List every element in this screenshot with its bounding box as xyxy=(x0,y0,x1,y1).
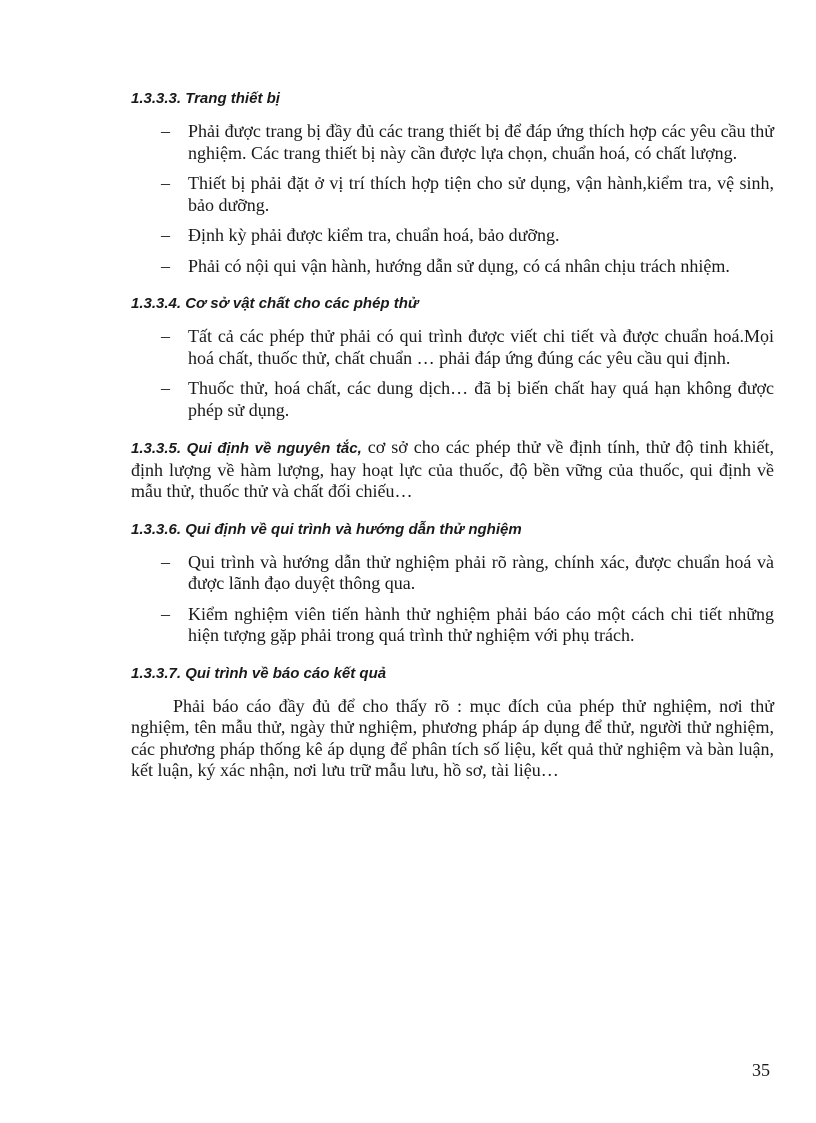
list-item-text: Phải được trang bị đầy đủ các trang thiết bị để đáp ứng thích hợp các yêu cầu thử nghiệm. Các trang thiết bị này cần được lựa chọn, chuẩn hoá, có chất lượng. xyxy=(188,121,774,163)
list-item xyxy=(131,121,774,164)
dash-bullet: – xyxy=(161,173,170,193)
list-item-text: Phải có nội qui vận hành, hướng dẫn sử dụng, có cá nhân chịu trách nhiệm. xyxy=(188,255,730,276)
dash-bullet: – xyxy=(161,255,170,276)
dash-bullet: – xyxy=(161,326,170,346)
dash-bullet: – xyxy=(161,121,170,141)
section-heading-principles: 1.3.3.5. Qui định về nguyên tắc, xyxy=(131,440,362,457)
section-heading-procedures: 1.3.3.6. Qui định về qui trình và hướng dẫn thử nghiệm xyxy=(131,520,522,538)
principles-paragraph xyxy=(131,437,774,503)
list-item xyxy=(131,378,774,421)
list-item-text: Định kỳ phải được kiểm tra, chuẩn hoá, bảo dưỡng. xyxy=(188,225,560,245)
dash-bullet: – xyxy=(161,378,170,398)
list-item-text: Tất cả các phép thử phải có qui trình được viết chi tiết và được chuẩn hoá.Mọi hoá chất, thuốc thử, chất chuẩn … phải đáp ứng đúng các yêu cầu qui định. xyxy=(188,326,774,368)
list-item-text: Qui trình và hướng dẫn thử nghiệm phải rõ ràng, chính xác, được chuẩn hoá và được lãnh đạo duyệt thông qua. xyxy=(188,551,774,593)
section-heading-reporting: 1.3.3.7. Qui trình về báo cáo kết quả xyxy=(131,664,387,682)
list-item xyxy=(131,173,774,216)
dash-bullet: – xyxy=(161,551,170,572)
procedures-list xyxy=(131,552,774,647)
list-item xyxy=(131,326,774,369)
list-item xyxy=(131,225,774,247)
facilities-list xyxy=(131,326,774,421)
list-item xyxy=(131,256,774,278)
dash-bullet: – xyxy=(161,603,170,624)
principles-text: cơ sở cho các phép thử về định tính, thử độ tinh khiết, định lượng về hàm lượng, hay hoạt lực của thuốc, độ bền vững của thuốc, qui định về mẫu thử, thuốc thử và chất đối chiếu… xyxy=(131,437,774,501)
reporting-paragraph: Phải báo cáo đầy đủ để cho thấy rõ : mục đích của phép thử nghiệm, nơi thử nghiệm, tên mẫu thử, ngày thử nghiệm, phương pháp áp dụng để thử, người thử nghiệm, các phương pháp thống kê áp dụng để phân tích số liệu, kết quả thử nghiệm và bàn luận, kết luận, ký xác nhận, nơi lưu trữ mẫu lưu, hồ sơ, tài liệu… xyxy=(131,695,774,780)
page-number: 35 xyxy=(752,1060,770,1080)
list-item-text: Thiết bị phải đặt ở vị trí thích hợp tiện cho sử dụng, vận hành,kiểm tra, vệ sinh, bảo dưỡng. xyxy=(188,173,774,215)
list-item-text: Thuốc thử, hoá chất, các dung dịch… đã bị biến chất hay quá hạn không được phép sử dụng. xyxy=(188,378,774,420)
dash-bullet: – xyxy=(161,225,170,245)
page-content xyxy=(131,88,774,782)
list-item xyxy=(131,604,774,647)
section-heading-equipment: 1.3.3.3. Trang thiết bị xyxy=(131,90,280,107)
section-heading-facilities: 1.3.3.4. Cơ sở vật chất cho các phép thử xyxy=(131,295,419,312)
list-item-text: Kiểm nghiệm viên tiến hành thử nghiệm phải báo cáo một cách chi tiết những hiện tượng gặp phải trong quá trình thử nghiệm với phụ trách. xyxy=(188,603,774,645)
list-item xyxy=(131,552,774,595)
equipment-list xyxy=(131,121,774,277)
